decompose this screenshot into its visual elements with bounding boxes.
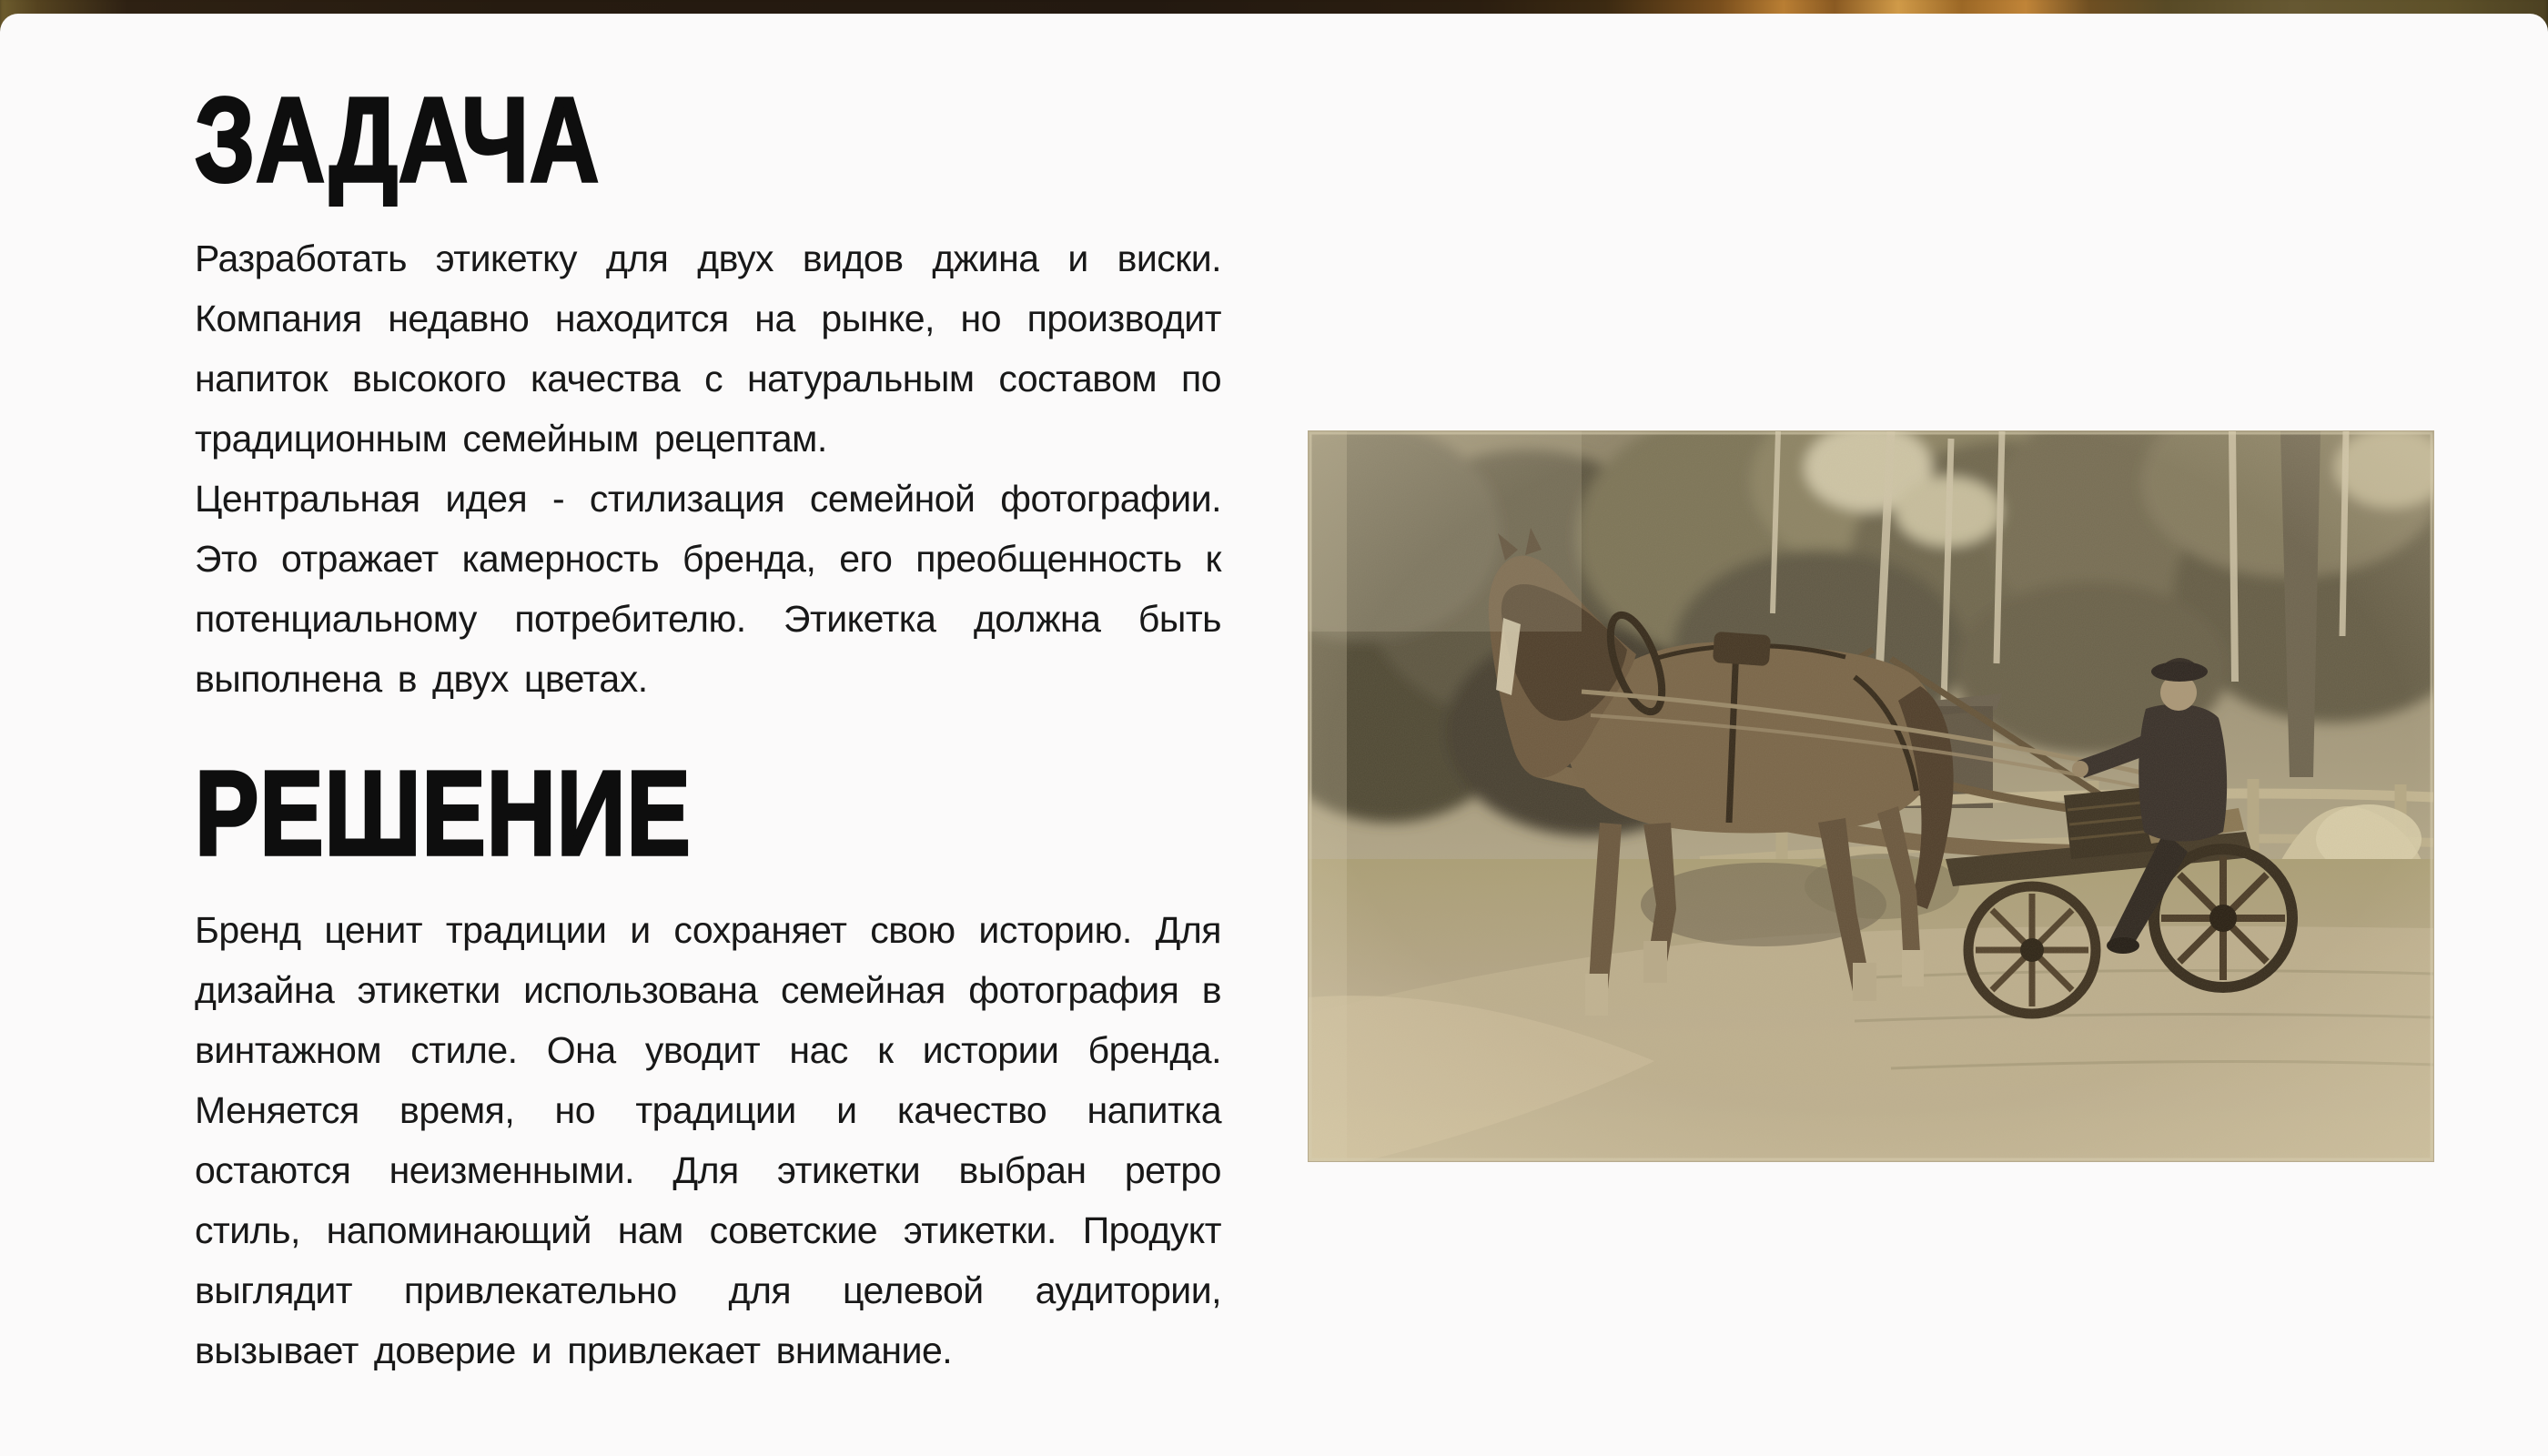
solution-paragraph-1: Бренд ценит традиции и сохраняет свою историю. Для дизайна этикетки использована семейная фотография в винтажном стиле. Она уводит нас к истории бренда. Меняется время, но традиции и качество напитка остаются неизменными. Для этикетки выбран ретро стиль, напоминающий нам советские этикетки. Продукт выглядит привлекательно для целевой аудитории, вызывает доверие и привлекает внимание. <box>195 909 1221 1371</box>
task-paragraph-2: Центральная идея - стилизация семейной фотографии. Это отражает камерность бренда, его преобщенность к потенциальному потребителю. Этикетка должна быть выполнена в двух цветах. <box>195 478 1221 700</box>
task-paragraph-1: Разработать этикетку для двух видов джина и виски. Компания недавно находится на рынке, но производит напиток высокого качества с натуральным составом по традиционным семейным рецептам. <box>195 238 1221 460</box>
vintage-photo <box>1309 431 2433 1161</box>
vintage-photo-scene <box>1309 431 2433 1161</box>
vignette <box>1309 431 2433 1161</box>
solution-heading-text: РЕШЕНИЕ <box>195 746 692 880</box>
solution-heading <box>195 746 1221 880</box>
text-column <box>195 73 1221 1380</box>
task-heading-text: ЗАДАЧА <box>195 73 601 207</box>
content-card <box>0 14 2548 1456</box>
task-heading <box>195 73 1221 207</box>
